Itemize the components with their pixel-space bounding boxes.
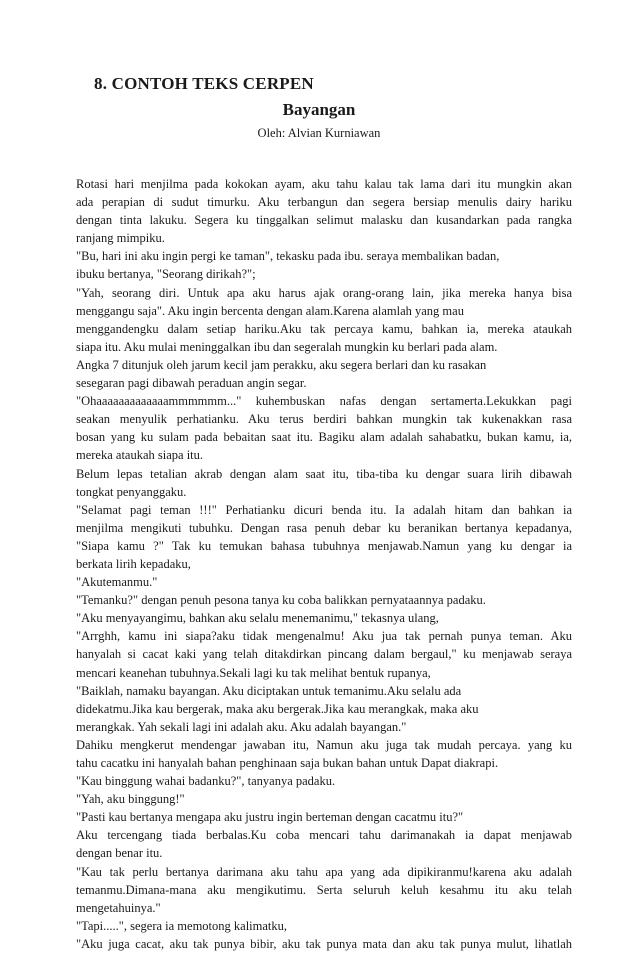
text-line: menggandengku dalam setiap hariku.Aku tak percaya kamu, bahkan ia, mereka ataukah [76,321,572,336]
text-line: ada perapian di sudut timurku. Aku terbangun dan segera bersiap menulis dairy hariku [76,195,572,210]
text-line: dengan benar itu. [76,846,163,861]
text-line: "Akutemanmu." [76,575,158,590]
text-line: "Baiklah, namaku bayangan. Aku diciptakan untuk temanimu.Aku selalu ada [76,683,462,698]
text-line: menjilma mengikuti tubuhku. Dengan rasa penuh debar ku beranikan bertanya kepadanya, [76,520,572,535]
text-line: seakan menyulik perhatianku. Aku terus berdiri bahkan mungkin tak kukenakkan rasa [76,412,572,427]
text-line: "Bu, hari ini aku ingin pergi ke taman", tekasku pada ibu. seraya membalikan badan, [76,249,500,264]
text-line: dengan tinta lakuku. Segera ku tinggalkan selimut malasku dan kusandarkan pada rangka [76,213,572,228]
text-line: "Pasti kau bertanya mengapa aku justru ingin berteman dengan cacatmu itu?" [76,810,464,825]
story-body [76,175,572,953]
text-line: "Kau binggung wahai badanku?", tanyanya padaku. [76,774,336,789]
text-line: hanyalah si cacat kaki yang telah ditakdirkan pincang dalam bergaul," ku menjawab seraya [76,647,572,662]
text-line: "Siapa kamu ?" Tak ku temukan bahasa tubuhnya menjawab.Namun yang ku dengar ia [76,538,572,553]
text-line: berkata lirih kepadaku, [76,556,191,571]
author-byline: Oleh: Alvian Kurniawan [257,126,381,140]
text-line: "Aku menyayangimu, bahkan aku selalu menemanimu," tekasnya ulang, [76,611,439,626]
text-line: "Yah, aku binggung!" [76,792,185,807]
text-line: Angka 7 ditunjuk oleh jarum kecil jam perakku, aku segera berlari dan ku rasakan [76,357,487,372]
text-line: didekatmu.Jika kau bergerak, maka aku bergerak.Jika kau merangkak, maka aku [76,701,479,716]
text-line: Dahiku mengkerut mendengar jawaban itu, Namun aku juga tak mudah percaya. yang ku [76,737,572,752]
text-line: "Tapi.....", segera ia memotong kalimatku, [76,918,288,933]
text-line: menggangu saja". Aku ingin bercenta dengan alam.Karena alamlah yang mau [76,303,464,318]
section-heading: 8. CONTOH TEKS CERPEN [94,74,314,93]
text-line: temanmu.Dimana-mana aku mengikutimu. Serta seluruh keluh kesahmu itu aku telah [76,882,572,897]
text-line: Belum lepas tetalian akrab dengan alam saat itu, tiba-tiba ku dengar suara lirih dibawah [76,466,572,481]
text-line: sesegaran pagi dibawah peraduan angin segar. [76,376,307,391]
text-line: "Selamat pagi teman !!!" Perhatianku dicuri benda itu. Ia adalah hitam dan bahkan ia [76,502,572,517]
text-line: ibuku bertanya, "Seorang dirikah?"; [76,267,256,282]
text-line: "Kau tak perlu bertanya darimana aku tahu apa yang ada dipikiranmu!karena aku adalah [76,864,572,879]
text-line: siapa itu. Aku mulai meninggalkan ibu dan segeralah mungkin ku berlari pada alam. [76,339,498,354]
text-line: "Ohaaaaaaaaaaaaammmmmm..." kuhembuskan nafas dengan sertamerta.Lekukkan pagi [76,394,572,409]
text-line: mereka ataukah siapa itu. [76,448,204,463]
text-line: "Temanku?" dengan penuh pesona tanya ku coba balikkan pernyataannya padaku. [76,593,486,608]
text-line: merangkak. Yah sekali lagi ini adalah aku. Aku adalah bayangan." [76,719,407,734]
story-title [0,100,638,120]
story-title-text: Bayangan [282,100,356,119]
text-line: Rotasi hari menjilma pada kokokan ayam, aku tahu kalau tak lama dari itu mungkin akan [76,177,572,191]
text-line: tongkat penyanggaku. [76,484,187,499]
text-line: mencari keanehan tubuhnya.Sekali lagi ku tak melihat bentuk rupanya, [76,665,431,680]
text-line: Aku tercengang tiada berbalas.Ku coba mencari tahu darimanakah ia dapat menjawab [76,828,572,843]
text-line: "Arrghh, kamu ini siapa?aku tidak mengenalmu! Aku jua tak pernah punya teman. Aku [76,629,572,644]
text-line: ranjang mimpiku. [76,231,165,246]
text-line: bosan yang ku sulam pada bebaitan saat itu. Bagiku alam adalah sahabatku, bukan kamu, ia, [76,430,572,445]
text-line: tahu cacatku ini hanyalah bahan penghinaan saja bukan bahan untuk Dapat diakrapi. [76,756,499,770]
text-line: "Yah, seorang diri. Untuk apa aku harus ajak orang-orang lain, jika mereka hanya bisa [76,285,572,300]
text-line: mengetahuinya." [76,900,161,915]
text-line: "Aku juga cacat, aku tak punya bibir, aku tak punya mata dan aku tak punya mulut, lihatlah [76,936,572,951]
